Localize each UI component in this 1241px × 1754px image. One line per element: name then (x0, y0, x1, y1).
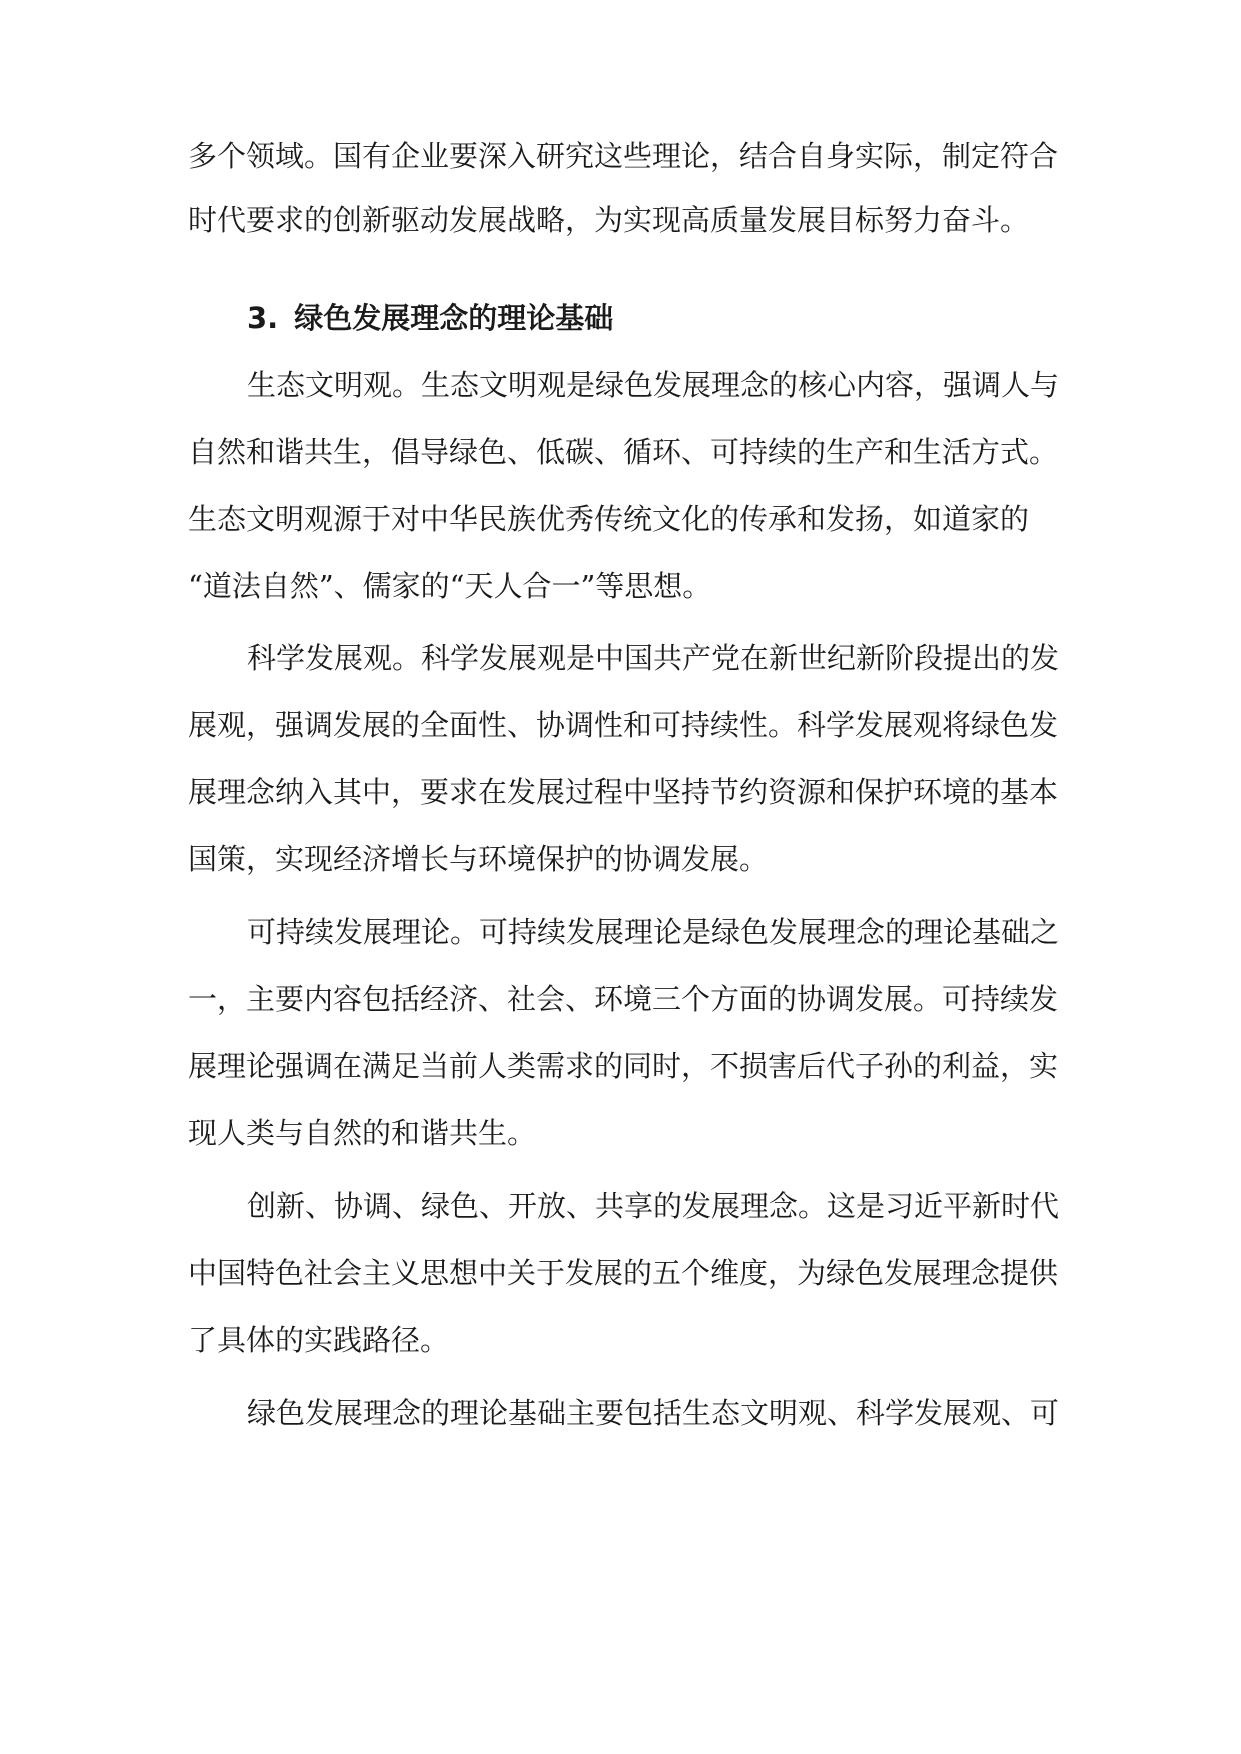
section-heading (247, 298, 613, 338)
paragraph-3-line-3: 展理论强调在满足当前人类需求的同时，不损害后代子孙的利益，实 (188, 1049, 1059, 1083)
paragraph-3-line-1: 可持续发展理论。可持续发展理论是绿色发展理念的理论基础之 (247, 915, 1060, 949)
paragraph-1-line-4: “道法自然”、儒家的“天人合一”等思想。 (188, 569, 712, 603)
paragraph-1-line-1: 生态文明观。生态文明观是绿色发展理念的核心内容，强调人与 (247, 368, 1060, 402)
paragraph-2-line-3: 展理念纳入其中，要求在发展过程中坚持节约资源和保护环境的基本 (188, 775, 1059, 809)
paragraph-2-line-1: 科学发展观。科学发展观是中国共产党在新世纪新阶段提出的发 (247, 641, 1060, 675)
paragraph-3-line-4: 现人类与自然的和谐共生。 (188, 1116, 537, 1150)
paragraph-5-line-1: 绿色发展理念的理论基础主要包括生态文明观、科学发展观、可 (247, 1396, 1060, 1430)
paragraph-3-line-2: 一，主要内容包括经济、社会、环境三个方面的协调发展。可持续发 (188, 982, 1059, 1016)
paragraph-4-line-3: 了具体的实践路径。 (188, 1323, 450, 1357)
paragraph-4-line-2: 中国特色社会主义思想中关于发展的五个维度，为绿色发展理念提供 (188, 1256, 1059, 1290)
section-number: 3. (247, 301, 279, 335)
paragraph-2-line-2: 展观，强调发展的全面性、协调性和可持续性。科学发展观将绿色发 (188, 708, 1059, 742)
intro-line-1: 多个领域。国有企业要深入研究这些理论，结合自身实际，制定符合 (188, 139, 1059, 173)
paragraph-4-line-1: 创新、协调、绿色、开放、共享的发展理念。这是习近平新时代 (247, 1189, 1060, 1223)
paragraph-2-line-4: 国策，实现经济增长与环境保护的协调发展。 (188, 842, 769, 876)
intro-line-2: 时代要求的创新驱动发展战略，为实现高质量发展目标努力奋斗。 (188, 203, 1030, 237)
paragraph-1-line-3: 生态文明观源于对中华民族优秀传统文化的传承和发扬，如道家的 (188, 502, 1030, 536)
paragraph-1-line-2: 自然和谐共生，倡导绿色、低碳、循环、可持续的生产和生活方式。 (188, 435, 1059, 469)
section-title: 绿色发展理念的理论基础 (294, 301, 614, 335)
